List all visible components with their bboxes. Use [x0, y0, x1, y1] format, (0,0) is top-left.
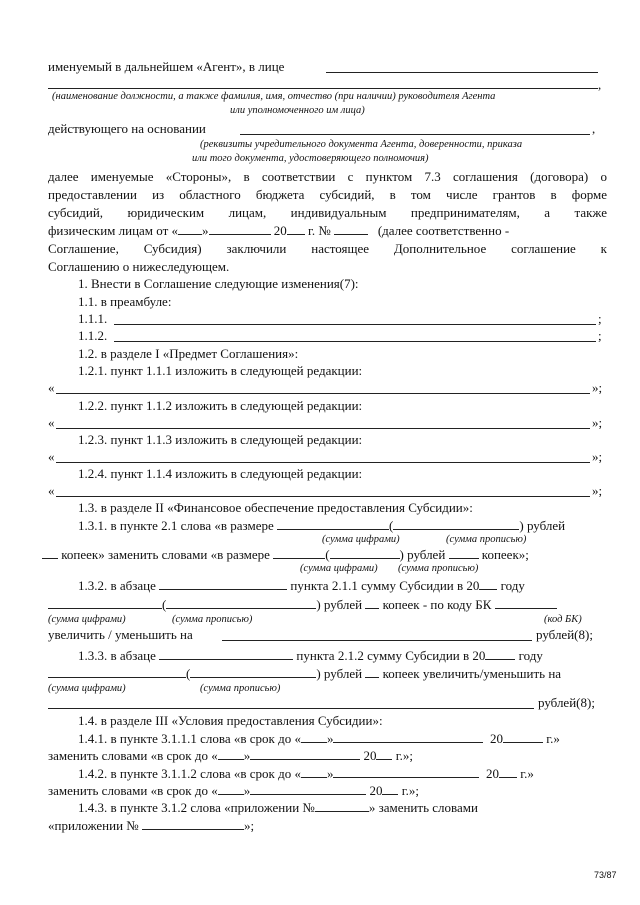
item-1-4-1-cont: заменить словами «в срок до « » 20 г.»;	[48, 748, 413, 763]
comma: ,	[598, 77, 602, 92]
note-digits-4: (сумма цифрами)	[48, 683, 126, 694]
item-1-3-3-cont: ( ) рублей копеек увеличить/уменьшить на	[48, 666, 561, 682]
open-quote-1: «	[48, 380, 55, 395]
note-name-1: (наименование должности, а также фамилия, имя, отчество (при наличии) руководителя Агента	[52, 91, 496, 102]
note-words-2: (сумма прописью)	[398, 563, 479, 574]
preamble-line-6: Соглашению о нижеследующем.	[48, 259, 230, 274]
item-1-3-2-cont: ( ) рублей копеек - по коду БК	[48, 597, 557, 613]
acting-basis: действующего на основании	[48, 121, 206, 136]
note-req-2: или того документа, удостоверяющего полномочия)	[192, 153, 429, 164]
rub-8-1: рублей(8);	[536, 627, 593, 642]
note-words-1: (сумма прописью)	[446, 534, 527, 545]
open-quote-2: «	[48, 415, 55, 430]
preamble-line-4: физическим лицам от « » 20 г. № (далее соответственно -	[48, 223, 510, 238]
note-name-2: или уполномоченного им лица)	[230, 105, 365, 116]
semicolon-2: ;	[598, 328, 602, 343]
item-1-1-1: 1.1.1.	[78, 311, 108, 326]
note-digits-1: (сумма цифрами)	[322, 534, 400, 545]
blank-1-1-2[interactable]	[114, 341, 596, 342]
item-1-3: 1.3. в разделе II «Финансовое обеспечение предоставления Субсидии»:	[78, 500, 473, 515]
close-quote-4: »;	[592, 483, 603, 498]
blank-1-2-3[interactable]	[56, 462, 590, 463]
preamble-line-3: субсидий, юридическим лицам, индивидуальным предпринимателям, а также	[48, 205, 607, 220]
item-1-4-3-cont: «приложении № »;	[48, 818, 255, 833]
rub-8-2: рублей(8);	[538, 695, 595, 710]
agent-line: именуемый в дальнейшем «Агент», в лице	[48, 59, 285, 74]
preamble-line-2: предоставлении из областного бюджета субсидий, в том числе грантов в форме	[48, 187, 607, 202]
item-1-4-1: 1.4.1. в пункте 3.1.1.1 слова «в срок до « » 20 г.»	[78, 731, 560, 746]
item-1-3-1: 1.3.1. в пункте 2.1 слова «в размере ( ) рублей	[78, 518, 566, 533]
item-1-4: 1.4. в разделе III «Условия предоставления Субсидии»:	[78, 713, 383, 728]
comma-2: ,	[592, 121, 596, 136]
close-quote-1: »;	[592, 380, 603, 395]
note-words-4: (сумма прописью)	[200, 683, 281, 694]
open-quote-4: «	[48, 483, 55, 498]
close-quote-3: »;	[592, 449, 603, 464]
item-1-2-4: 1.2.4. пункт 1.1.4 изложить в следующей редакции:	[78, 466, 363, 481]
blank-1-2-1[interactable]	[56, 393, 590, 394]
basis-blank[interactable]	[240, 134, 590, 135]
agent-name-blank-2[interactable]	[48, 88, 598, 89]
item-1: 1. Внести в Соглашение следующие изменения(7):	[78, 276, 359, 291]
item-1-2-3: 1.2.3. пункт 1.1.3 изложить в следующей редакции:	[78, 432, 363, 447]
semicolon-1: ;	[598, 311, 602, 326]
page-number: 73/87	[594, 870, 617, 880]
preamble-line-5: Соглашение, Субсидия) заключили настоящее Дополнительное соглашение к	[48, 241, 607, 256]
blank-amount-2[interactable]	[48, 708, 534, 709]
blank-1-2-2[interactable]	[56, 428, 590, 429]
item-1-2-1: 1.2.1. пункт 1.1.1 изложить в следующей редакции:	[78, 363, 363, 378]
item-1-2-2: 1.2.2. пункт 1.1.2 изложить в следующей редакции:	[78, 398, 363, 413]
item-1-2: 1.2. в разделе I «Предмет Соглашения»:	[78, 346, 299, 361]
item-1-1-2: 1.1.2.	[78, 328, 108, 343]
note-digits-3: (сумма цифрами)	[48, 614, 126, 625]
item-1-4-2-cont: заменить словами «в срок до « » 20 г.»;	[48, 783, 419, 798]
blank-1-2-4[interactable]	[56, 496, 590, 497]
item-1-4-2: 1.4.2. в пункте 3.1.1.2 слова «в срок до « » 20 г.»	[78, 766, 534, 781]
close-quote-2: »;	[592, 415, 603, 430]
item-1-3-3: 1.3.3. в абзаце пункта 2.1.2 сумму Субсидии в 20 году	[78, 648, 543, 663]
item-1-3-2: 1.3.2. в абзаце пункта 2.1.1 сумму Субсидии в 20 году	[78, 578, 525, 593]
note-req-1: (реквизиты учредительного документа Агента, доверенности, приказа	[200, 139, 523, 150]
blank-1-1-1[interactable]	[114, 324, 596, 325]
preamble-line-1: далее именуемые «Стороны», в соответствии с пунктом 7.3 соглашения (договора) о	[48, 169, 607, 184]
note-kbk: (код БК)	[544, 614, 582, 625]
open-quote-3: «	[48, 449, 55, 464]
note-words-3: (сумма прописью)	[172, 614, 253, 625]
item-1-3-1-cont: копеек» заменить словами «в размере ( ) рублей копеек»;	[42, 547, 529, 563]
blank-amount-1[interactable]	[222, 640, 532, 641]
note-digits-2: (сумма цифрами)	[300, 563, 378, 574]
item-1-1: 1.1. в преамбуле:	[78, 294, 172, 309]
increase-decrease: увеличить / уменьшить на	[48, 627, 193, 642]
item-1-4-3: 1.4.3. в пункте 3.1.2 слова «приложении № » заменить словами	[78, 800, 478, 815]
agent-name-blank[interactable]	[326, 72, 598, 73]
